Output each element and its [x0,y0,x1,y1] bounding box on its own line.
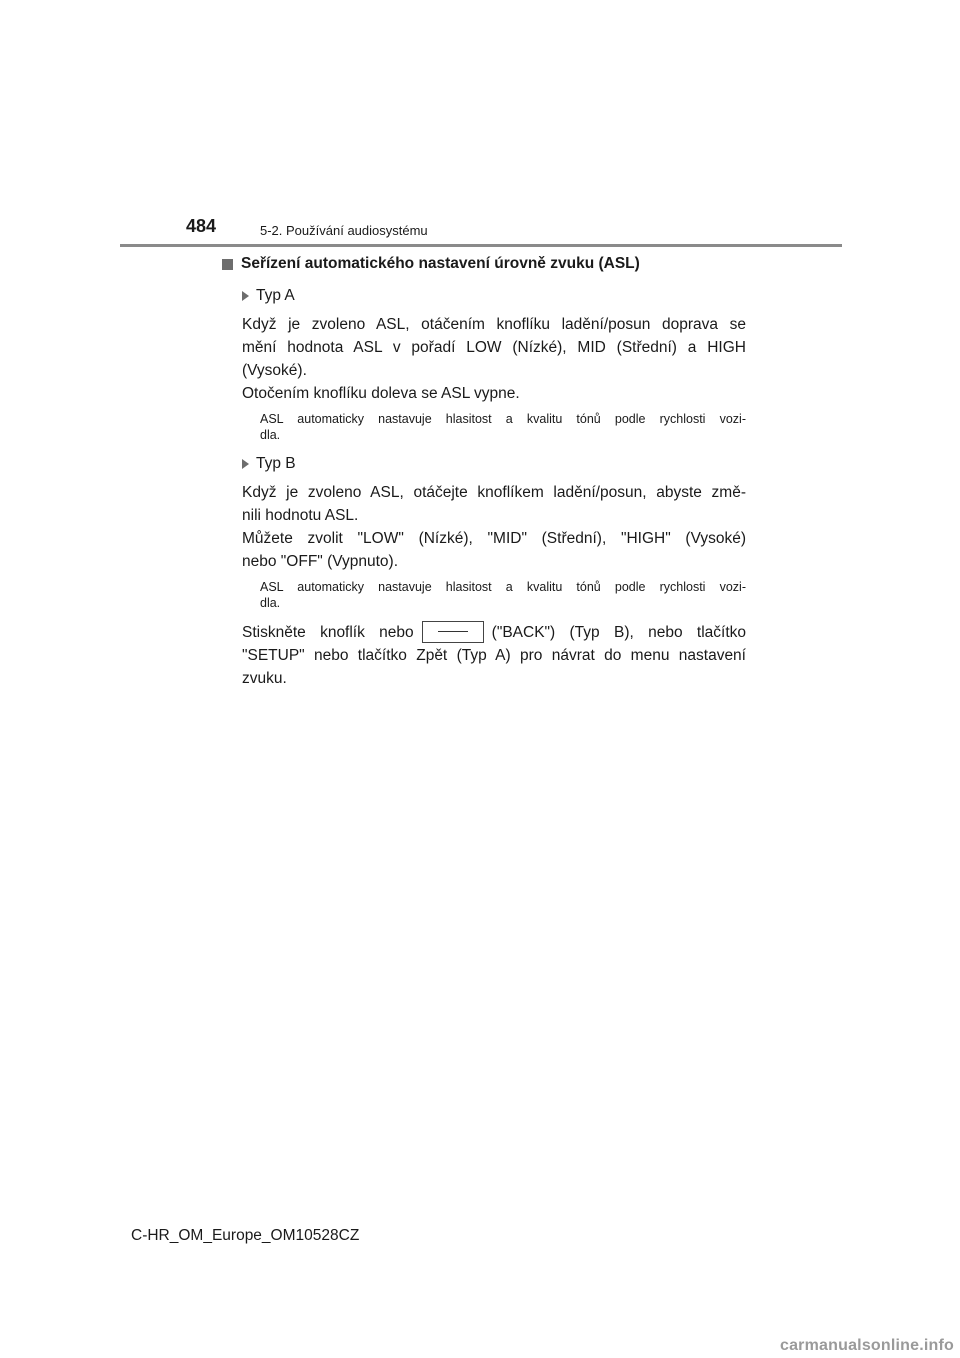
final-paragraph [242,621,746,690]
text-line: nili hodnotu ASL. [242,507,359,524]
type-a-label: Typ A [242,285,746,307]
section-title: 5-2. Používání audiosystému [260,223,428,238]
text-line: "SETUP" nebo tlačítko Zpět (Typ A) pro návrat do menu nastavení [242,647,746,664]
type-b-note [242,579,746,611]
text-line: (Vysoké). [242,362,307,379]
square-bullet-icon [222,259,233,270]
heading-text: Seřízení automatického nastavení úrovně zvuku (ASL) [241,255,640,272]
watermark: carmanualsonline.info [779,1337,954,1354]
text-line: Když je zvoleno ASL, otáčením knoflíku ladění/posun doprava se [242,316,746,333]
content [222,253,746,690]
back-button-icon [422,621,484,643]
footer-code: C-HR_OM_Europe_OM10528CZ [131,1227,360,1244]
triangle-bullet-icon [242,291,249,301]
note-line: dla. [260,596,281,610]
header-rule [120,244,842,247]
type-a-block [222,285,746,690]
text-line: mění hodnota ASL v pořadí LOW (Nízké), MID (Střední) a HIGH [242,339,746,356]
note-line: ASL automaticky nastavuje hlasitost a kvalitu tónů podle rychlosti vozi- [260,580,746,594]
type-a-paragraph [242,313,746,405]
note-line: dla. [260,428,281,442]
text-line: Stiskněte knoflík nebo ("BACK") (Typ B), nebo tlačítko [242,621,746,644]
text-line: Otočením knoflíku doleva se ASL vypne. [242,385,520,402]
text-line: Když je zvoleno ASL, otáčejte knoflíkem ladění/posun, abyste změ- [242,484,746,501]
triangle-bullet-icon [242,459,249,469]
text-line: zvuku. [242,670,287,687]
section-heading [222,253,746,275]
type-b-paragraph [242,481,746,573]
note-line: ASL automaticky nastavuje hlasitost a kvalitu tónů podle rychlosti vozi- [260,412,746,426]
text-line: nebo "OFF" (Vypnuto). [242,553,399,570]
type-a-note [242,411,746,443]
page-number: 484 [186,216,217,236]
type-b-label: Typ B [242,453,746,475]
text-line: Můžete zvolit "LOW" (Nízké), "MID" (Střední), "HIGH" (Vysoké) [242,530,746,547]
